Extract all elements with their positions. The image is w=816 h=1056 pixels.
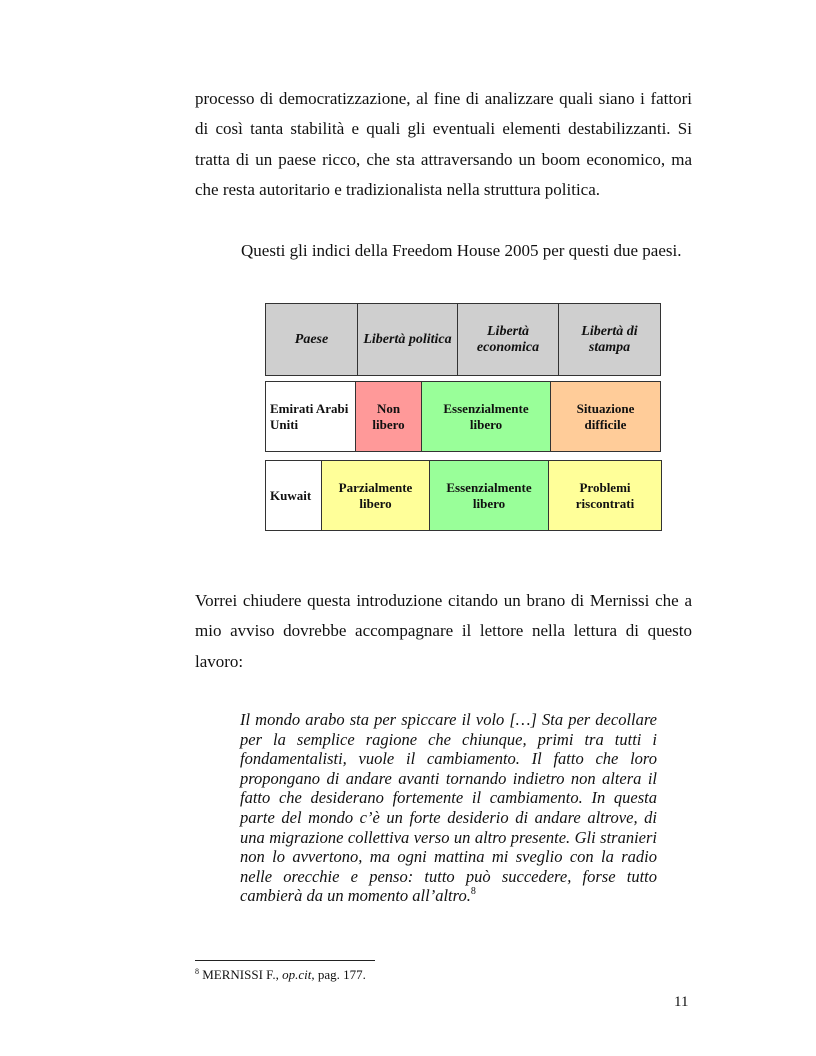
footnote-author: MERNISSI F.,	[202, 967, 279, 982]
header-paese: Paese	[266, 304, 358, 376]
header-liberta-economica: Libertà economica	[458, 304, 559, 376]
header-liberta-politica: Libertà politica	[358, 304, 458, 376]
cell-politica: Non libero	[356, 382, 422, 452]
cell-stampa: Problemi riscontrati	[549, 461, 662, 531]
footnote	[195, 966, 366, 984]
quote-text: Il mondo arabo sta per spiccare il volo […] Sta per decollare per la semplice ragione che chiunque, primi tra tutti i fondamentalisti, vuole il cambiamento. Il fatto che loro propongano di andare avanti tornando indietro non altera il fatto che desiderano fortemente il cambiamento. In questa parte del mondo c’è un forte desiderio di andare altrove, di una migrazione collettiva verso un altro presente. Gli stranieri non lo avvertono, ma ogni mattina mi sveglio con la radio nelle orecchie e penso: tutto può succedere, forse tutto cambierà da un momento all’altro.	[240, 710, 657, 906]
footnote-reference[interactable]: 8	[470, 886, 476, 898]
header-liberta-stampa: Libertà di stampa	[559, 304, 661, 376]
table-header	[265, 303, 661, 376]
footnote-divider	[195, 960, 375, 961]
table-row-kuwait	[265, 460, 662, 531]
table-row-emirati	[265, 381, 661, 452]
footnote-work: op.cit,	[282, 967, 315, 982]
cell-country: Kuwait	[266, 461, 322, 531]
cell-stampa: Situazione difficile	[551, 382, 661, 452]
paragraph-closing: Vorrei chiudere questa introduzione citando un brano di Mernissi che a mio avviso dovrebbe accompagnare il lettore nella lettura di questo lavoro:	[195, 591, 692, 671]
footnote-number: 8	[195, 967, 199, 976]
page-number: 11	[674, 994, 689, 1010]
cell-economica: Essenzialmente libero	[422, 382, 551, 452]
cell-politica: Parzialmente libero	[322, 461, 430, 531]
footnote-page: pag. 177.	[317, 967, 366, 982]
paragraph-intro: processo di democratizzazione, al fine di analizzare quali siano i fattori di così tanta stabilità e quali gli eventuali elementi destabilizzanti. Si tratta di un paese ricco, che sta attraversando un boom economico, ma che resta autoritario e tradizionalista nella struttura politica.	[195, 89, 692, 200]
cell-economica: Essenzialmente libero	[430, 461, 549, 531]
block-quote	[240, 710, 657, 906]
cell-country: Emirati Arabi Uniti	[266, 382, 356, 452]
paragraph-freedom-house: Questi gli indici della Freedom House 2005 per questi due paesi.	[241, 241, 682, 260]
